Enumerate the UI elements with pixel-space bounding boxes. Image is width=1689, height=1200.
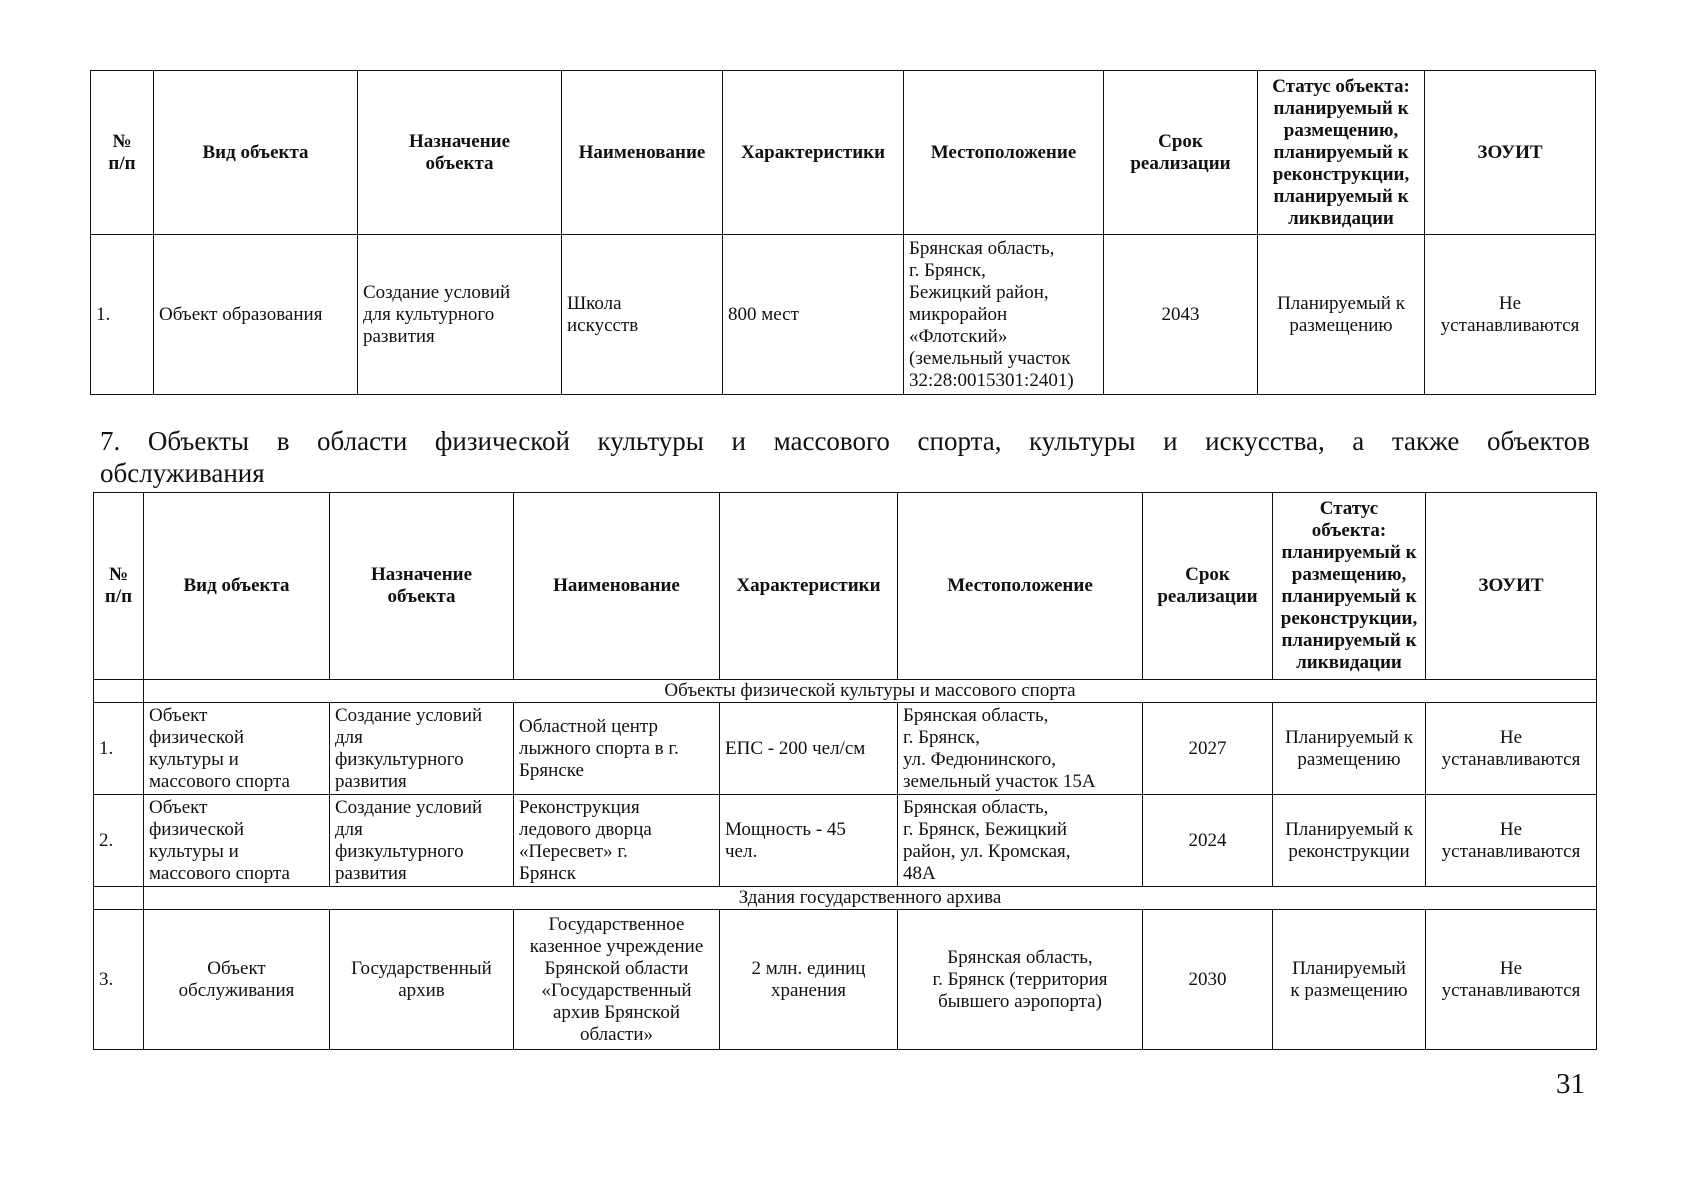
header-characteristics: Характеристики xyxy=(720,493,898,680)
header-zouit: ЗОУИТ xyxy=(1426,493,1597,680)
cell-purpose: Создание условий для физкультурного развития xyxy=(330,703,514,795)
header-number: № п/п xyxy=(91,71,154,235)
group-title-archive: Здания государственного архива xyxy=(144,887,1597,910)
group-row xyxy=(94,887,1597,910)
section-heading: 7. Объекты в области физической культуры и массового спорта, культуры и искусства, а также объектов xyxy=(100,426,1590,456)
cell-object-type: Объект физической культуры и массового спорта xyxy=(144,703,330,795)
header-name: Наименование xyxy=(562,71,723,235)
cell-name: Государственное казенное учреждение Брянской области «Государственный архив Брянской области» xyxy=(514,910,720,1050)
cell-deadline: 2027 xyxy=(1143,703,1273,795)
table-row xyxy=(94,910,1597,1050)
cell-status: Планируемый к размещению xyxy=(1273,703,1426,795)
group-row xyxy=(94,680,1597,703)
cell-location: Брянская область, г. Брянск, ул. Федюнинского, земельный участок 15А xyxy=(898,703,1143,795)
cell-purpose: Создание условий для культурного развития xyxy=(358,235,562,395)
group-spacer-cell xyxy=(94,887,144,910)
cell-zouit: Не устанавливаются xyxy=(1426,910,1597,1050)
cell-number: 3. xyxy=(94,910,144,1050)
table-row xyxy=(91,235,1596,395)
cell-status: Планируемый к размещению xyxy=(1273,910,1426,1050)
cell-name: Школа искусств xyxy=(562,235,723,395)
cell-zouit: Не устанавливаются xyxy=(1426,703,1597,795)
header-location: Местоположение xyxy=(898,493,1143,680)
section-heading-continuation: обслуживания xyxy=(100,458,265,488)
cell-characteristics: 2 млн. единиц хранения xyxy=(720,910,898,1050)
cell-number: 2. xyxy=(94,795,144,887)
header-status: Статус объекта: планируемый к размещению, планируемый к реконструкции, планируемый к ликвидации xyxy=(1273,493,1426,680)
header-number: № п/п xyxy=(94,493,144,680)
cell-number: 1. xyxy=(91,235,154,395)
table-header-row xyxy=(91,71,1596,235)
cell-deadline: 2030 xyxy=(1143,910,1273,1050)
header-purpose: Назначение объекта xyxy=(358,71,562,235)
cell-characteristics: ЕПС - 200 чел/см xyxy=(720,703,898,795)
group-spacer-cell xyxy=(94,680,144,703)
cell-name: Реконструкция ледового дворца «Пересвет» г. Брянск xyxy=(514,795,720,887)
cell-object-type: Объект физической культуры и массового спорта xyxy=(144,795,330,887)
cell-deadline: 2024 xyxy=(1143,795,1273,887)
cell-object-type: Объект обслуживания xyxy=(144,910,330,1050)
cell-status: Планируемый к реконструкции xyxy=(1273,795,1426,887)
objects-table-2 xyxy=(93,492,1597,1050)
header-deadline: Срок реализации xyxy=(1143,493,1273,680)
header-location: Местоположение xyxy=(904,71,1104,235)
header-object-type: Вид объекта xyxy=(144,493,330,680)
cell-deadline: 2043 xyxy=(1104,235,1258,395)
table-row xyxy=(94,703,1597,795)
page-number: 31 xyxy=(1556,1068,1585,1100)
header-name: Наименование xyxy=(514,493,720,680)
cell-characteristics: Мощность - 45 чел. xyxy=(720,795,898,887)
cell-status: Планируемый к размещению xyxy=(1258,235,1425,395)
cell-location: Брянская область, г. Брянск, Бежицкий район, микрорайон «Флотский» (земельный участок 32:28:0015301:2401) xyxy=(904,235,1104,395)
objects-table-1 xyxy=(90,70,1596,395)
cell-name: Областной центр лыжного спорта в г. Брянске xyxy=(514,703,720,795)
cell-purpose: Государственный архив xyxy=(330,910,514,1050)
group-title-sport: Объекты физической культуры и массового спорта xyxy=(144,680,1597,703)
header-status: Статус объекта: планируемый к размещению, планируемый к реконструкции, планируемый к ликвидации xyxy=(1258,71,1425,235)
cell-zouit: Не устанавливаются xyxy=(1425,235,1596,395)
header-purpose: Назначение объекта xyxy=(330,493,514,680)
cell-number: 1. xyxy=(94,703,144,795)
cell-zouit: Не устанавливаются xyxy=(1426,795,1597,887)
cell-location: Брянская область, г. Брянск, Бежицкий район, ул. Кромская, 48А xyxy=(898,795,1143,887)
cell-characteristics: 800 мест xyxy=(723,235,904,395)
header-zouit: ЗОУИТ xyxy=(1425,71,1596,235)
header-characteristics: Характеристики xyxy=(723,71,904,235)
cell-location: Брянская область, г. Брянск (территория бывшего аэропорта) xyxy=(898,910,1143,1050)
header-deadline: Срок реализации xyxy=(1104,71,1258,235)
table-header-row xyxy=(94,493,1597,680)
cell-purpose: Создание условий для физкультурного развития xyxy=(330,795,514,887)
table-row xyxy=(94,795,1597,887)
header-object-type: Вид объекта xyxy=(154,71,358,235)
cell-object-type: Объект образования xyxy=(154,235,358,395)
